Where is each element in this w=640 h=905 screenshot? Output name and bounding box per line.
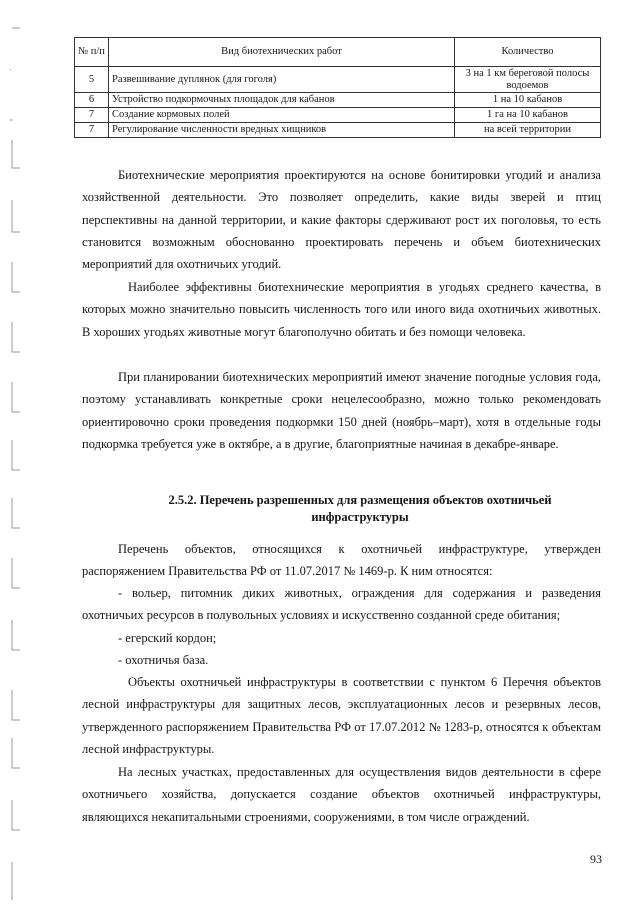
row-qty: 3 на 1 км береговой полосы водоемов bbox=[455, 67, 601, 93]
list-item-hunting-base: - охотничья база. bbox=[118, 653, 209, 667]
row-num: 6 bbox=[75, 93, 109, 108]
paragraph-forest-plots: На лесных участках, предоставленных для осуществления видов деятельности в сфере охотничьего хозяйства, допускается создание объектов охотничьей инфраструктуры, являющихся некапитальными строениями, сооружениями, в том числе ограждений. bbox=[82, 765, 601, 824]
row-num: 5 bbox=[75, 67, 109, 93]
paragraph-effective-measures: Наиболее эффективны биотехнические мероприятия в угодьях среднего качества, в которых можно значительно повысить численность того или иного вида охотничьих животных. В хороших угодьях животные могут благополучно обитать и без помощи человека. bbox=[82, 280, 601, 339]
row-work: Развешивание дуплянок (для гоголя) bbox=[109, 67, 455, 93]
page-number: 93 bbox=[590, 852, 602, 866]
header-num: № п/п bbox=[75, 38, 109, 67]
table-row bbox=[75, 123, 601, 138]
row-work: Создание кормовых полей bbox=[109, 108, 455, 123]
row-qty: на всей территории bbox=[455, 123, 601, 138]
paragraph-weather-conditions: При планировании биотехнических мероприятий имеют значение погодные условия года, поэтому устанавливать конкретные сроки нецелесообразно, можно только рекомендовать ориентировочно сроки проведения подкормки 150 дней (ноябрь–март), хотя в отдельные годы подкормка требуется уже в октябре, а в другие, благоприятные начиная в декабре-январе. bbox=[82, 370, 601, 451]
row-num: 7 bbox=[75, 123, 109, 138]
paragraph-forest-infrastructure: Объекты охотничьей инфраструктуры в соответствии с пунктом 6 Перечня объектов лесной инфраструктуры для защитных лесов, эксплуатационных лесов и резервных лесов, утвержденного распоряжением Правительства РФ от 17.07.2012 № 1283-р, относятся к объектам лесной инфраструктуры. bbox=[82, 675, 601, 756]
table-row bbox=[75, 93, 601, 108]
table-row bbox=[75, 108, 601, 123]
paragraph-biotech-design: Биотехнические мероприятия проектируются на основе бонитировки угодий и анализа хозяйственной деятельности. Это позволяет определить, какие виды зверей и птиц перспективны на данной территории, и какие факторы сдерживают рост их поголовья, то есть становится возможным обоснованно проектировать перечень и объем биотехнических мероприятий для охотничьих угодий. bbox=[82, 168, 601, 272]
binding-margin-marks bbox=[0, 0, 40, 905]
header-work: Вид биотехнических работ bbox=[109, 38, 455, 67]
paragraph-infrastructure-list: Перечень объектов, относящихся к охотничьей инфраструктуре, утвержден распоряжением Правительства РФ от 11.07.2017 № 1469-р. К ним относятся: bbox=[82, 542, 601, 579]
row-work: Устройство подкормочных площадок для кабанов bbox=[109, 93, 455, 108]
table-row bbox=[75, 67, 601, 93]
row-num: 7 bbox=[75, 108, 109, 123]
row-qty: 1 на 10 кабанов bbox=[455, 93, 601, 108]
biotech-works-table bbox=[74, 37, 601, 138]
list-item-ranger-post: - егерский кордон; bbox=[118, 631, 217, 645]
section-heading: 2.5.2. Перечень разрешенных для размещения объектов охотничьей инфраструктуры bbox=[168, 493, 552, 524]
row-qty: 1 га на 10 кабанов bbox=[455, 108, 601, 123]
table-header-row bbox=[75, 38, 601, 67]
paragraph-enclosures: - вольер, питомник диких животных, ограждения для содержания и разведения охотничьих ресурсов в полувольных условиях и искусственно созданной среде обитания; bbox=[82, 586, 601, 623]
row-work: Регулирование численности вредных хищников bbox=[109, 123, 455, 138]
header-qty: Количество bbox=[455, 38, 601, 67]
